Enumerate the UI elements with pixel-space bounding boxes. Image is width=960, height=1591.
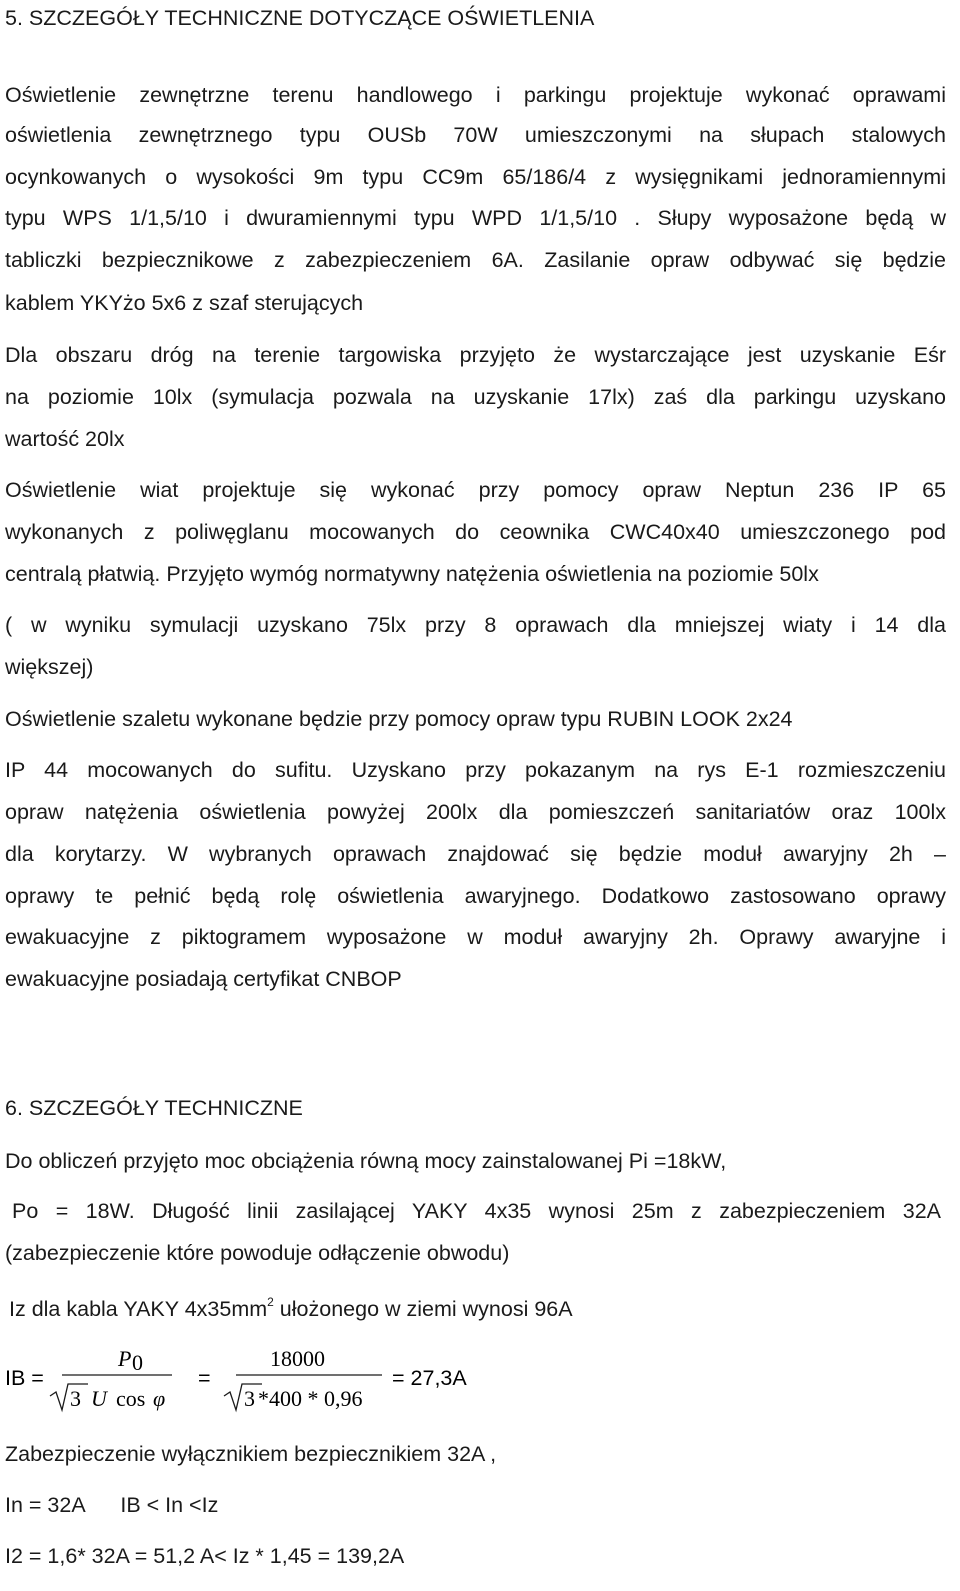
p4-line-1: ( w wyniku symulacji uzyskano 75lx przy 8 oprawach dla mniejszej wiaty i 14 dla: [5, 613, 946, 637]
formula-sqrt2: 3: [244, 1386, 255, 1411]
s6-line-4: [9, 1291, 573, 1322]
formula-den2: *400 * 0,96: [258, 1386, 363, 1411]
p6-line-3: dla korytarzy. W wybranych oprawach znajdować się będzie moduł awaryjny 2h –: [5, 842, 946, 866]
p2-line-2: na poziomie 10lx (symulacja pozwala na uzyskanie 17lx) zaś dla parkingu uzyskano: [5, 385, 946, 409]
p6-line-2: opraw natężenia oświetlenia powyżej 200lx dla pomieszczeń sanitariatów oraz 100lx: [5, 800, 946, 824]
p1-line-1: Oświetlenie zewnętrzne terenu handlowego i parkingu projektuje wykonać oprawami: [5, 83, 946, 107]
section-5-heading: 5. SZCZEGÓŁY TECHNICZNE DOTYCZĄCE OŚWIETLENIA: [5, 6, 595, 30]
p2-line-3: wartość 20lx: [5, 427, 125, 451]
formula-num2: 18000: [270, 1346, 325, 1371]
p3-line-1: Oświetlenie wiat projektuje się wykonać przy pomocy opraw Neptun 236 IP 65: [5, 478, 946, 502]
s6-line-4-post: ułożonego w ziemi wynosi 96A: [273, 1297, 573, 1322]
ib-formula: [0, 1340, 960, 1420]
s6-line-2: Po = 18W. Długość linii zasilającej YAKY 4x35 wynosi 25m z zabezpieczeniem 32A: [12, 1199, 941, 1223]
formula-result: = 27,3A: [392, 1366, 467, 1390]
p1-line-6: kablem YKYżo 5x6 z szaf sterujących: [5, 291, 364, 315]
s6-line-4-sup: 2: [267, 1295, 274, 1309]
section-6-heading: 6. SZCZEGÓŁY TECHNICZNE: [5, 1096, 303, 1120]
formula-sqrt1: 3: [70, 1386, 81, 1411]
s6-line-1: Do obliczeń przyjęto moc obciążenia równą mocy zainstalowanej Pi =18kW,: [5, 1149, 727, 1173]
p6-line-1: IP 44 mocowanych do sufitu. Uzyskano przy pokazanym na rys E-1 rozmieszczeniu: [5, 758, 946, 782]
p1-line-2: oświetlenia zewnętrznego typu OUSb 70W umieszczonymi na słupach stalowych: [5, 123, 946, 147]
s6-line-7: I2 = 1,6* 32A = 51,2 A< Iz * 1,45 = 139,2A: [5, 1544, 405, 1568]
p1-line-5: tabliczki bezpiecznikowe z zabezpieczeniem 6A. Zasilanie opraw odbywać się będzie: [5, 248, 946, 272]
p6-line-5: ewakuacyjne z piktogramem wyposażone w moduł awaryjny 2h. Oprawy awaryjne i: [5, 925, 946, 949]
p1-line-4: typu WPS 1/1,5/10 i dwuramiennymi typu WPD 1/1,5/10 . Słupy wyposażone będą w: [5, 206, 946, 230]
formula-num1-p: P: [118, 1346, 132, 1371]
s6-line-6: In = 32A IB < In <Iz: [5, 1493, 219, 1517]
p3-line-2: wykonanych z poliwęglanu mocowanych do ceownika CWC40x40 umieszczonego pod: [5, 520, 946, 544]
formula-lhs: IB =: [5, 1366, 44, 1390]
p5-line-1: Oświetlenie szaletu wykonane będzie przy pomocy opraw typu RUBIN LOOK 2x24: [5, 707, 793, 731]
p3-line-3: centralą płatwią. Przyjęto wymóg normatywny natężenia oświetlenia na poziomie 50lx: [5, 562, 819, 586]
formula-eq: =: [198, 1366, 211, 1390]
formula-sqrt-2-icon: [224, 1384, 262, 1410]
s6-line-5: Zabezpieczenie wyłącznikiem bezpiecznikiem 32A ,: [5, 1442, 497, 1466]
p2-line-1: Dla obszaru dróg na terenie targowiska przyjęto że wystarczające jest uzyskanie Eśr: [5, 343, 946, 367]
formula-num1-sub: 0: [132, 1350, 143, 1375]
s6-line-3: (zabezpieczenie które powoduje odłączenie obwodu): [5, 1241, 510, 1265]
s6-line-4-pre: Iz dla kabla YAKY 4x35mm: [9, 1297, 268, 1322]
formula-sqrt-1-icon: [50, 1384, 88, 1410]
formula-den1-phi: φ: [153, 1386, 166, 1411]
p4-line-2: większej): [5, 655, 94, 679]
p6-line-6: ewakuacyjne posiadają certyfikat CNBOP: [5, 967, 402, 991]
p6-line-4: oprawy te pełnić będą rolę oświetlenia awaryjnego. Dodatkowo zastosowano oprawy: [5, 884, 946, 908]
formula-den1-cos: cos: [116, 1386, 146, 1411]
formula-den1-u: U: [91, 1386, 107, 1411]
p1-line-3: ocynkowanych o wysokości 9m typu CC9m 65/186/4 z wysięgnikami jednoramiennymi: [5, 165, 946, 189]
